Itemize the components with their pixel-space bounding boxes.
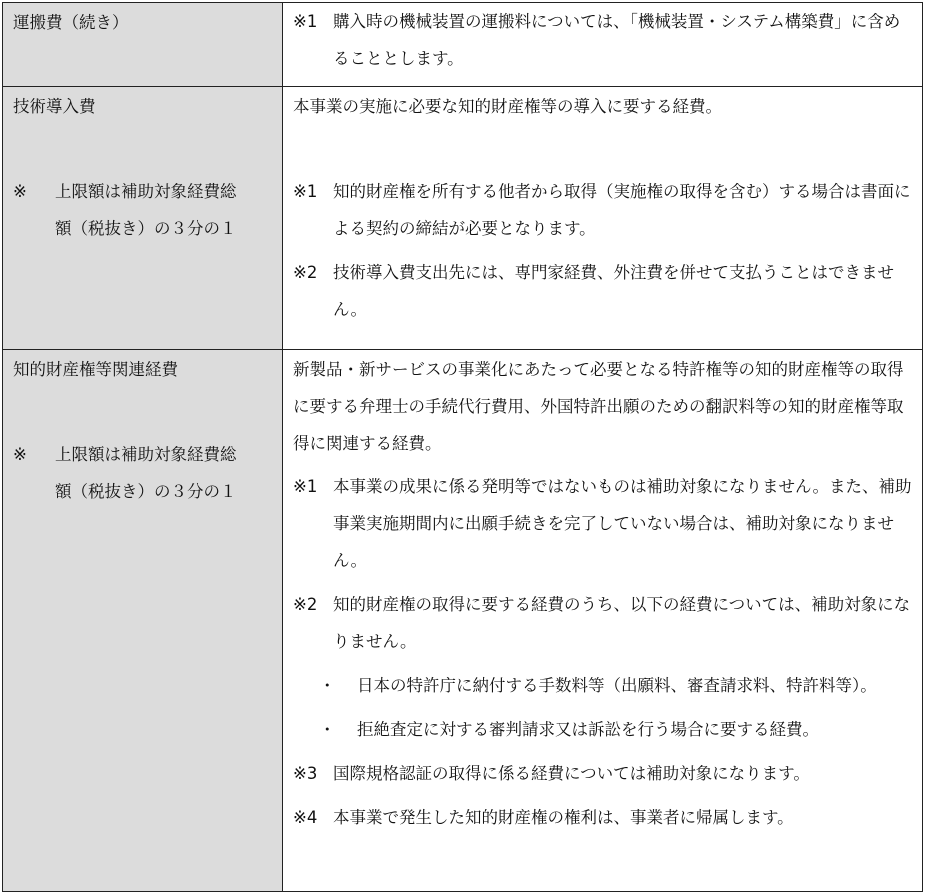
note-item (293, 755, 914, 792)
note-text: 購入時の機械装置の運搬料については、「機械装置・システム構築費」に含めることとします。 (333, 12, 901, 68)
limit-note (13, 436, 272, 473)
note-mark: ※1 (293, 477, 318, 496)
row-label-cell (3, 87, 283, 350)
note-text: 知的財産権の取得に要する経費のうち、以下の経費については、補助対象になりません。 (333, 595, 911, 651)
limit-note-cont (13, 473, 272, 510)
table-row (3, 350, 923, 892)
row-content-cell (283, 87, 923, 350)
limit-mark: ※ (13, 182, 27, 201)
expense-table (2, 2, 923, 892)
bullet-item (293, 667, 914, 704)
note-item (293, 799, 914, 836)
row-label: 知的財産権等関連経費 (13, 360, 178, 379)
limit-note-cont (13, 210, 272, 247)
table-row (3, 87, 923, 350)
row-label-cell (3, 3, 283, 87)
table-row (3, 3, 923, 87)
row-content-cell (283, 350, 923, 892)
note-item (293, 3, 914, 77)
row-label: 運搬費（続き） (13, 13, 129, 32)
limit-line-2: 額（税抜き）の３分の１ (55, 482, 237, 501)
note-item (293, 173, 914, 247)
row-description: 新製品・新サービスの事業化にあたって必要となる特許権等の知的財産権等の取得に要する弁理士の手続代行費用、外国特許出願のための翻訳料等の知的財産権等取得に関連する経費。 (293, 360, 904, 453)
note-mark: ※1 (293, 182, 318, 201)
note-text: 本事業の成果に係る発明等ではないものは補助対象になりません。また、補助事業実施期間内に出願手続きを完了していない場合は、補助対象になりません。 (333, 477, 912, 570)
bullet-item (293, 711, 914, 748)
note-text: 国際規格認証の取得に係る経費については補助対象になります。 (333, 764, 810, 783)
note-mark: ※1 (293, 12, 318, 31)
bullet-mark: ・ (319, 676, 336, 695)
note-item (293, 254, 914, 328)
bullet-text: 日本の特許庁に納付する手数料等（出願料、審査請求料、特許料等）。 (357, 676, 877, 695)
limit-line-2: 額（税抜き）の３分の１ (55, 219, 237, 238)
note-item (293, 586, 914, 660)
limit-line-1: 上限額は補助対象経費総 (55, 445, 237, 464)
note-text: 本事業で発生した知的財産権の権利は、事業者に帰属します。 (333, 808, 794, 827)
note-mark: ※4 (293, 808, 318, 827)
note-mark: ※2 (293, 595, 318, 614)
bullet-mark: ・ (319, 720, 336, 739)
row-content-cell (283, 3, 923, 87)
note-item (293, 468, 914, 579)
row-description: 本事業の実施に必要な知的財産権等の導入に要する経費。 (293, 97, 722, 116)
note-mark: ※3 (293, 764, 318, 783)
note-text: 技術導入費支出先には、専門家経費、外注費を併せて支払うことはできません。 (333, 263, 894, 319)
limit-line-1: 上限額は補助対象経費総 (55, 182, 237, 201)
bullet-text: 拒絶査定に対する審判請求又は訴訟を行う場合に要する経費。 (357, 720, 819, 739)
row-label: 技術導入費 (13, 97, 96, 116)
limit-mark: ※ (13, 445, 27, 464)
note-mark: ※2 (293, 263, 318, 282)
note-text: 知的財産権を所有する他者から取得（実施権の取得を含む）する場合は書面による契約の締結が必要となります。 (333, 182, 911, 238)
limit-note (13, 173, 272, 210)
row-label-cell (3, 350, 283, 892)
